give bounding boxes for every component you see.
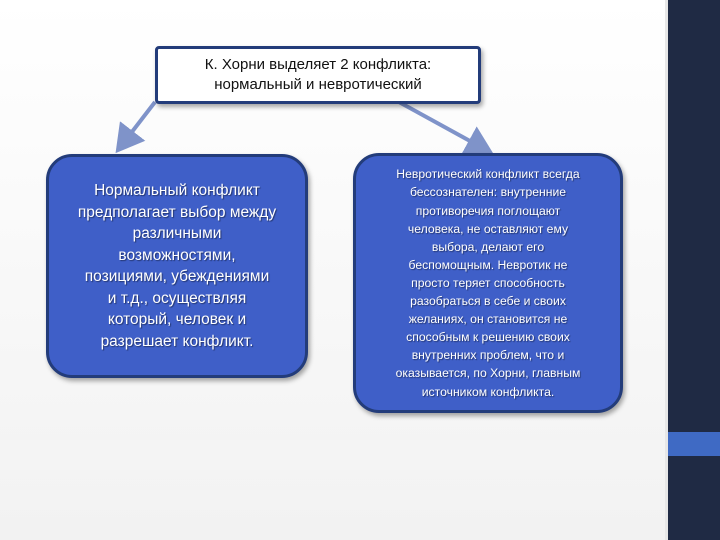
normal-conflict-line: Нормальный конфликт	[94, 182, 260, 199]
arrow-to-right-box	[399, 102, 490, 152]
normal-conflict-line: и т.д., осуществляя	[107, 289, 247, 307]
neurotic-conflict-line: человека, не оставляют ему	[407, 221, 569, 236]
neurotic-conflict-text	[396, 165, 581, 400]
neurotic-conflict-line: выбора, делают его	[431, 239, 545, 254]
normal-conflict-line: позициями, убеждениями	[84, 268, 270, 285]
top-box-line: нормальный и невротический	[214, 76, 422, 93]
normal-conflict-line: который, человек и	[107, 311, 247, 328]
arrow-to-left-box	[118, 102, 155, 150]
neurotic-conflict-line: беспомощным. Невротик не	[408, 257, 568, 272]
normal-conflict-text	[78, 180, 276, 352]
neurotic-conflict-line: способным к решению своих	[406, 330, 570, 345]
normal-conflict-box	[46, 154, 308, 378]
normal-conflict-line: разрешает конфликт.	[100, 332, 254, 350]
neurotic-conflict-line: разобраться в себе и своих	[410, 294, 566, 309]
top-concept-box	[155, 46, 481, 104]
normal-conflict-line: предполагает выбор между	[77, 203, 277, 221]
neurotic-conflict-line: оказывается, по Хорни, главным	[395, 366, 581, 381]
normal-conflict-line: возможностями,	[118, 246, 236, 264]
neurotic-conflict-line: бессознателен: внутренние	[409, 185, 567, 200]
top-box-line: К. Хорни выделяет 2 конфликта:	[204, 56, 432, 73]
neurotic-conflict-line: просто теряет способность	[411, 275, 565, 290]
normal-conflict-line: различными	[132, 225, 222, 242]
neurotic-conflict-line: внутренних проблем, что и	[411, 348, 565, 363]
neurotic-conflict-line: противоречия поглощают	[415, 203, 561, 218]
sidebar-accent-block	[668, 432, 720, 456]
neurotic-conflict-box	[353, 153, 623, 413]
sidebar-dark-strip	[668, 0, 720, 540]
sidebar-decoration	[665, 0, 720, 540]
neurotic-conflict-line: источником конфликта.	[421, 384, 555, 399]
neurotic-conflict-line: Невротический конфликт всегда	[396, 167, 580, 182]
top-box-text	[205, 55, 431, 95]
neurotic-conflict-line: желаниях, он становится не	[408, 312, 568, 327]
